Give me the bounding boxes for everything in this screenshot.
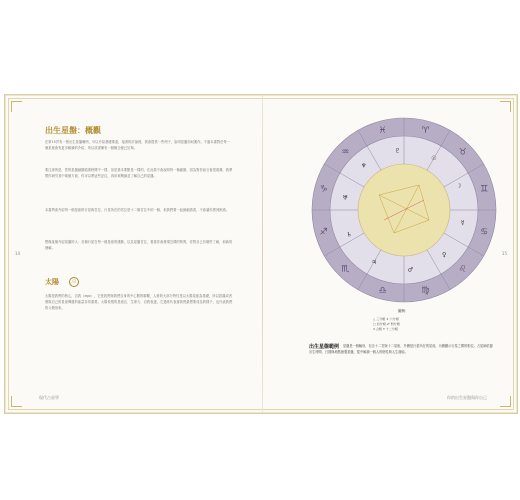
corner-ornament: [11, 396, 22, 407]
corner-ornament: [11, 101, 22, 112]
planet-icon: ♀: [441, 251, 447, 259]
sun-icon: ☉: [69, 277, 79, 287]
section-title: 出生星盤：概觀: [45, 126, 101, 135]
planet-icon: ♃: [371, 258, 377, 266]
zodiac-sign-icon: ♑: [319, 184, 328, 195]
caption-text: 星盤是一個輪形，包含十二宮與十二星座，外圈是行星所在的星座，內圈顯示行星之間的相位。占星師依據出生時間、日期與地點繪製星盤，從中解讀一個人的個性與人生潛能。: [309, 344, 493, 354]
zodiac-sign-icon: ♊: [480, 184, 489, 195]
planet-icon: ♄: [346, 231, 352, 239]
zodiac-sign-icon: ♈: [421, 125, 430, 136]
book-gutter: [262, 95, 263, 413]
planet-icon: ♂: [407, 266, 413, 274]
legend-item: △ 三分相 ✶ 六分相: [373, 317, 399, 321]
corner-ornament: [500, 396, 511, 407]
corner-ornament: [500, 101, 511, 112]
zodiac-sign-icon: ♎: [378, 286, 387, 297]
legend-item: □ 四分相 ☍ 對分相: [373, 322, 400, 326]
body-paragraph: 要注意的是，您的星盤細節隨著時間不一樣，但是基本要點是一樣的。在此我不會說明每一個細節，因為對你而言會很複雜，我將帶你研究其中幾個方面，你可以將這些記住，再用來閱讀並了解自己的星盤。: [45, 168, 233, 178]
planet-icon: ♅: [342, 194, 349, 202]
body-paragraph: 太陽是我們的核心，自我（ego），它是我們與我們自身的中心點的聯繫，人格的大部分特性是以太陽星座為基礎，所以認識或者發現自己的星座傳遞的能量非常重要。太陽象徵的是意志、生命力、自我表達，它通常代表著我們最想要成為的樣子，也代表我們的父親形象。: [45, 294, 233, 310]
planet-icon: ☉: [431, 155, 437, 163]
body-paragraph: 本書將會介紹每一個星座的行星與宮位，行星所在的宮位是十二個宮位中的一個，但我們要一起細細看看，不會讓你感到困惑。: [45, 208, 230, 212]
sun-heading: 太陽: [45, 278, 59, 286]
zodiac-sign-icon: ♍: [421, 286, 430, 297]
legend-item: ☌ 合相 ⚻ 十二分相: [373, 327, 398, 331]
zodiac-sign-icon: ♏: [341, 264, 350, 275]
body-paragraph: 在第15頁有一張出生星盤範例，可以介紹基礎要素，接著的討論裡，我會提供一些例子，說明星盤如何運作。不過本書對於每一個星座會有更多解讀的介紹，所以試著擁有一個概念便已足夠。: [45, 140, 231, 150]
page-number: 15: [501, 251, 507, 256]
body-paragraph: 想像某個介紹星盤的人：各個行星在每一個星座的運動，以及星盤宮位，看看你會發現怎樣的特質，你對自己有哪些了解，和新的理解。: [45, 240, 233, 250]
zodiac-sign-icon: ♓: [378, 125, 387, 136]
planet-icon: ♇: [395, 147, 401, 155]
zodiac-sign-icon: ♌: [458, 264, 467, 275]
planet-icon: ☽: [456, 182, 462, 190]
planet-icon: ♆: [361, 162, 367, 170]
caption-heading: 出生星盤範例: [309, 344, 340, 350]
legend-title: 圖例：: [398, 309, 409, 313]
running-footer: 現代占星學: [39, 395, 59, 400]
zodiac-sign-icon: ♋: [480, 227, 489, 238]
zodiac-sign-icon: ♐: [319, 227, 328, 238]
zodiac-sign-icon: ♒: [341, 147, 350, 158]
book-spread: [4, 94, 518, 414]
page-number: 14: [15, 251, 21, 256]
zodiac-sign-icon: ♉: [458, 147, 467, 158]
chart-legend: [373, 317, 400, 332]
running-footer: 你的出生星盤與你自己: [447, 395, 487, 400]
planet-icon: ☿: [460, 219, 465, 227]
birth-chart-wheel: [309, 115, 499, 305]
